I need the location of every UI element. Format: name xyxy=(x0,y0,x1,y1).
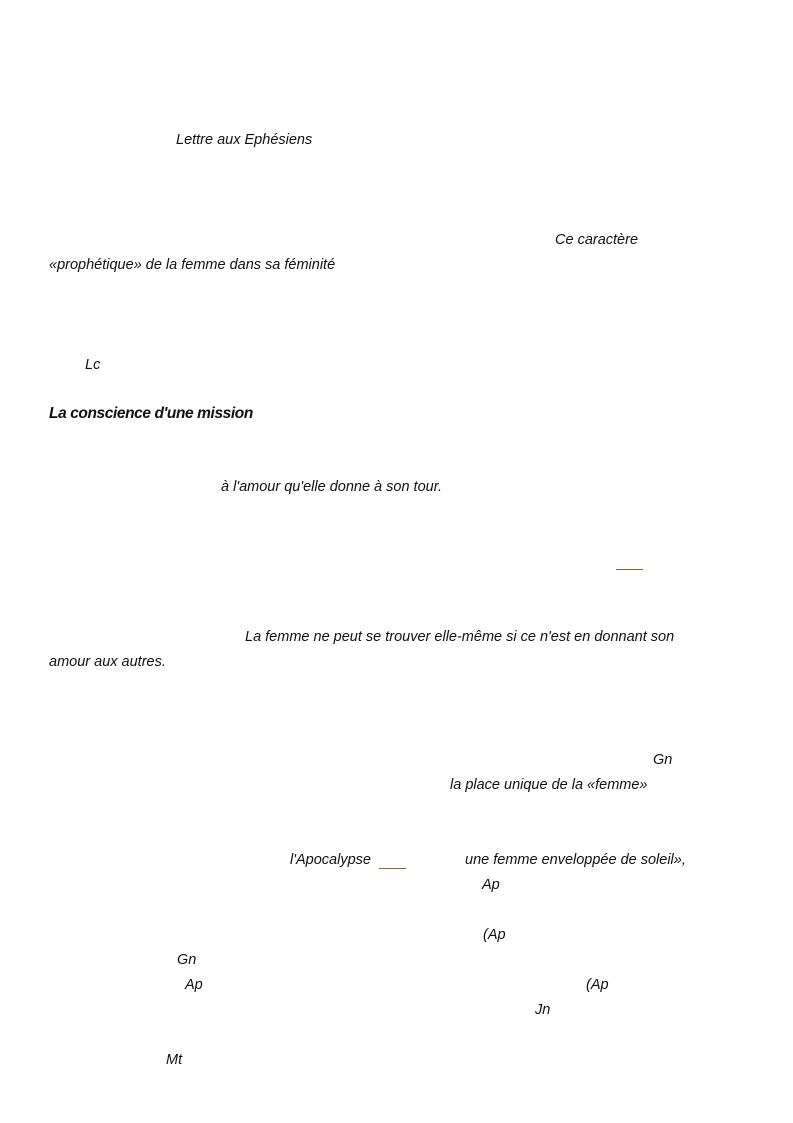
ap-reference: (Ap xyxy=(586,977,609,993)
ap-reference: Ap xyxy=(482,877,500,893)
amour-autres-text: amour aux autres. xyxy=(49,654,166,670)
apocalypse-text: l'Apocalypse xyxy=(290,852,371,868)
femme-trouver-text: La femme ne peut se trouver elle-même si ce n'est en donnant son xyxy=(245,629,675,645)
footnote-link[interactable] xyxy=(616,569,643,570)
gn-reference: Gn xyxy=(653,752,673,768)
amour-text: à l'amour qu'elle donne à son tour. xyxy=(221,479,443,495)
ephesians-reference: Lettre aux Ephésiens xyxy=(176,132,313,148)
enveloppee-text: une femme enveloppée de soleil», xyxy=(465,852,686,868)
ap-reference: (Ap xyxy=(483,927,506,943)
jn-reference: Jn xyxy=(535,1002,551,1018)
lc-reference: Lc xyxy=(85,357,101,373)
ap-reference: Ap xyxy=(185,977,203,993)
footnote-link[interactable] xyxy=(379,868,406,869)
gn-reference: Gn xyxy=(177,952,197,968)
section-heading: La conscience d'une mission xyxy=(49,405,253,422)
place-unique-text: la place unique de la «femme» xyxy=(450,777,648,793)
mt-reference: Mt xyxy=(166,1052,183,1068)
prophetique-text: «prophétique» de la femme dans sa féminité xyxy=(49,257,336,273)
caractere-text: Ce caractère xyxy=(555,232,639,248)
